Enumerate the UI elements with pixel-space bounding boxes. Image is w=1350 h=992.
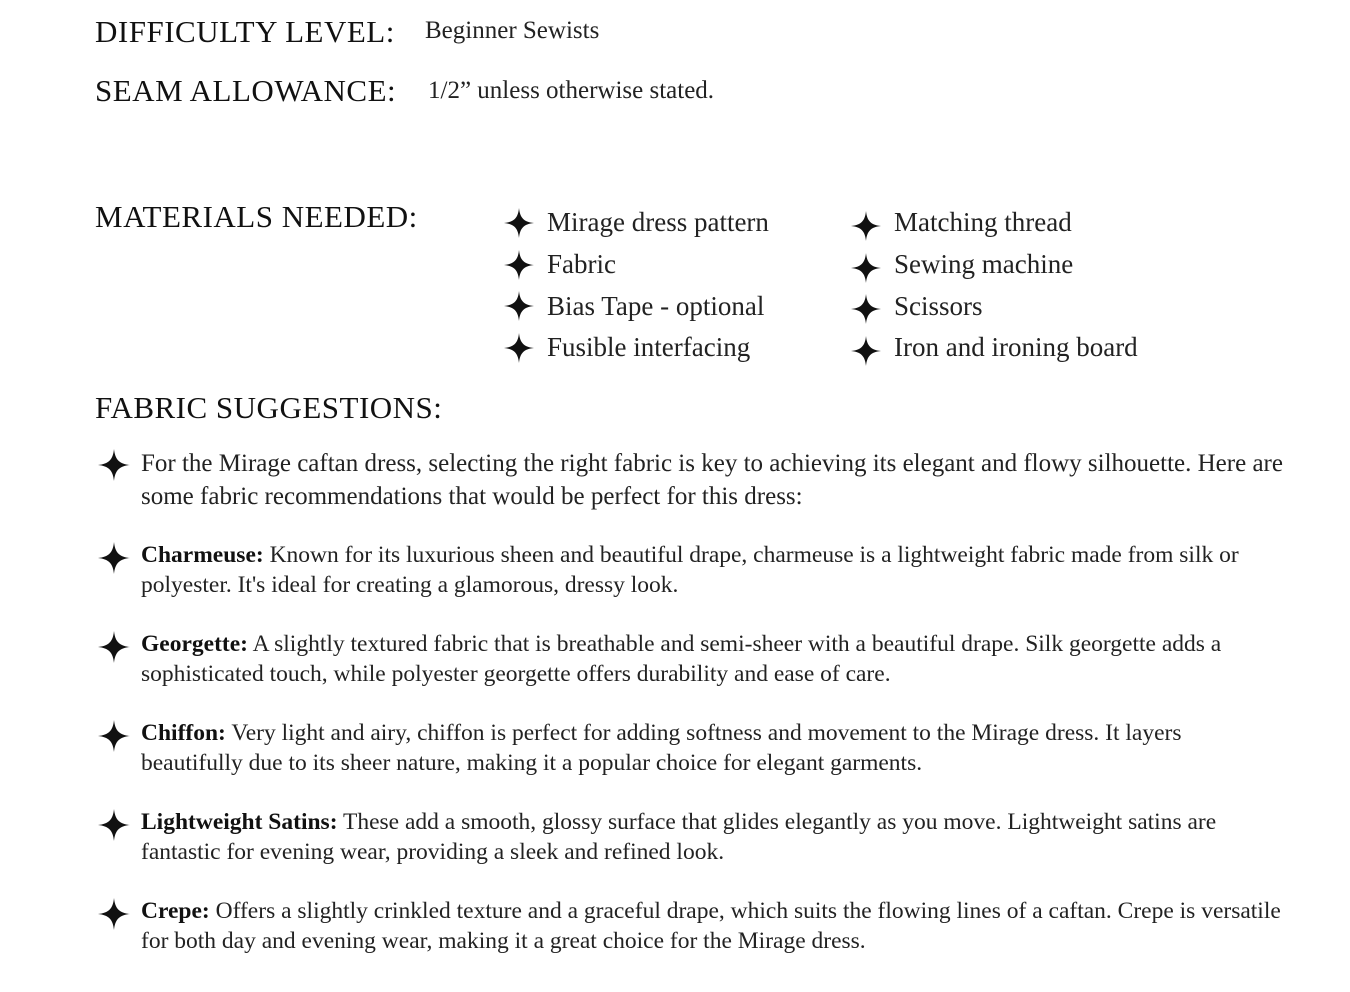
four-point-star-icon <box>851 294 881 324</box>
fabric-item-charmeuse <box>98 540 1288 600</box>
fabric-intro-text: For the Mirage caftan dress, selecting the right fabric is key to achieving its elegant and flowy silhouette. Here are some fabric recommendations that would be perfect for this dress: <box>141 450 1283 510</box>
fabric-name: Georgette: <box>141 631 248 657</box>
fabric-description: Very light and airy, chiffon is perfect for adding softness and movement to the Mirage dress. It layers beautifully due to its sheer nature, making it a popular choice for elegant garments. <box>141 720 1182 776</box>
fabric-item-crepe <box>98 896 1288 956</box>
fabric-name: Crepe: <box>141 898 210 924</box>
material-item-label: Mirage dress pattern <box>547 207 769 238</box>
material-item-label: Matching thread <box>894 207 1072 238</box>
fabric-name: Lightweight Satins: <box>141 809 338 835</box>
seam-allowance-label: SEAM ALLOWANCE: <box>95 73 397 108</box>
materials-list-column-2 <box>851 202 1138 369</box>
four-point-star-icon <box>98 631 130 663</box>
fabric-name: Charmeuse: <box>141 542 264 568</box>
four-point-star-icon <box>504 208 534 238</box>
material-item <box>851 202 1138 244</box>
four-point-star-icon <box>98 449 130 481</box>
material-item-label: Fusible interfacing <box>547 332 751 363</box>
material-item-label: Iron and ironing board <box>894 332 1138 363</box>
fabric-intro-item <box>98 447 1288 513</box>
fabric-item-lightweight-satins <box>98 807 1288 867</box>
material-item <box>504 285 769 327</box>
seam-allowance-value: 1/2” unless otherwise stated. <box>428 77 715 104</box>
four-point-star-icon <box>98 542 130 574</box>
four-point-star-icon <box>851 211 881 241</box>
four-point-star-icon <box>851 253 881 283</box>
four-point-star-icon <box>504 333 534 363</box>
material-item <box>504 327 769 369</box>
materials-needed-heading: MATERIALS NEEDED: <box>95 199 418 234</box>
fabric-name: Chiffon: <box>141 720 226 746</box>
fabric-description: A slightly textured fabric that is breathable and semi-sheer with a beautiful drape. Silk georgette adds a sophisticated touch, while polyester georgette offers durability and ease of care. <box>141 631 1222 687</box>
material-item <box>504 244 769 286</box>
fabric-item-georgette <box>98 629 1288 689</box>
fabric-description: Known for its luxurious sheen and beautiful drape, charmeuse is a lightweight fabric made from silk or polyester. It's ideal for creating a glamorous, dressy look. <box>141 542 1239 598</box>
material-item <box>851 285 1138 327</box>
fabric-description: Offers a slightly crinkled texture and a graceful drape, which suits the flowing lines of a caftan. Crepe is versatile for both day and evening wear, making it a great choice for the Mirage dress. <box>141 898 1281 954</box>
material-item-label: Bias Tape - optional <box>547 290 765 321</box>
fabric-description: These add a smooth, glossy surface that glides elegantly as you move. Lightweight satins are fantastic for evening wear, providing a sleek and refined look. <box>141 809 1217 865</box>
four-point-star-icon <box>504 250 534 280</box>
material-item-label: Scissors <box>894 290 983 321</box>
materials-list-column-1 <box>504 202 769 369</box>
fabric-suggestions-heading: FABRIC SUGGESTIONS: <box>95 390 443 425</box>
difficulty-level-label: DIFFICULTY LEVEL: <box>95 14 395 49</box>
material-item <box>851 327 1138 369</box>
four-point-star-icon <box>98 809 130 841</box>
four-point-star-icon <box>851 336 881 366</box>
four-point-star-icon <box>98 898 130 930</box>
material-item <box>504 202 769 244</box>
fabric-suggestions-list <box>98 447 1288 985</box>
material-item-label: Sewing machine <box>894 249 1074 280</box>
difficulty-level-value: Beginner Sewists <box>425 17 600 44</box>
four-point-star-icon <box>98 720 130 752</box>
fabric-item-chiffon <box>98 718 1288 778</box>
four-point-star-icon <box>504 291 534 321</box>
material-item <box>851 244 1138 286</box>
material-item-label: Fabric <box>547 249 616 280</box>
